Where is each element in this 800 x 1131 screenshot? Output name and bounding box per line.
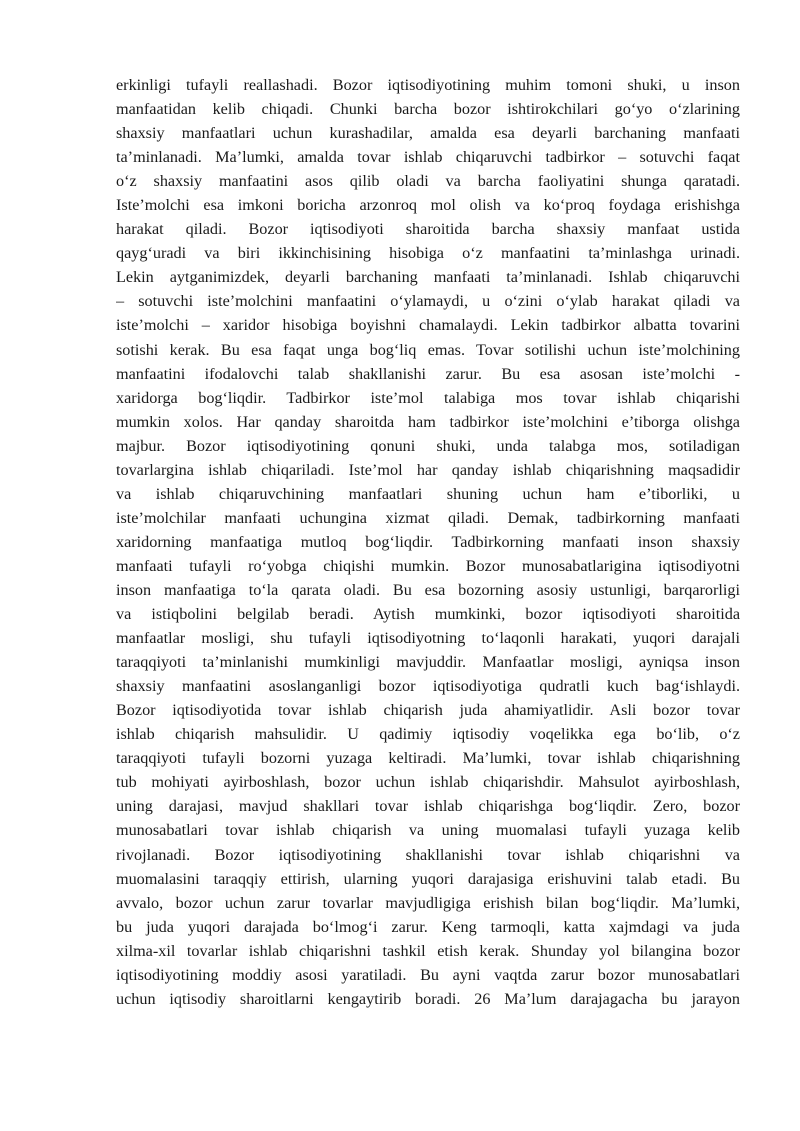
text-line: tovarlargina ishlab chiqariladi. Iste’mol har qanday ishlab chiqarishning maqsadidir	[116, 460, 740, 479]
text-line: uning darajasi, mavjud shakllari tovar ishlab chiqarishga bog‘liqdir. Zero, bozor	[116, 797, 740, 816]
text-line: erkinligi tufayli reallashadi. Bozor iqtisodiyotining muhim tomoni shuki, u inson	[116, 76, 740, 94]
text-line: iste’molchi – xaridor hisobiga boyishni chamalaydi. Lekin tadbirkor albatta tovarini	[116, 316, 740, 335]
text-line: taraqqiyoti ta’minlanishi mumkinligi mavjuddir. Manfaatlar mosligi, ayniqsa inson	[116, 653, 740, 672]
text-line: bu juda yuqori darajada bo‘lmog‘i zarur. Keng tarmoqli, katta xajmdagi va juda	[116, 917, 740, 936]
text-line: xaridorga bog‘liqdir. Tadbirkor iste’mol talabiga mos tovar ishlab chiqarishi	[116, 388, 740, 407]
text-line: mumkin xolos. Har qanday sharoitda ham tadbirkor iste’molchini e’tiborga olishga	[116, 412, 740, 431]
text-line: majbur. Bozor iqtisodiyotining qonuni shuki, unda talabga mos, sotiladigan	[116, 436, 740, 455]
text-line: xaridorning manfaatiga mutloq bog‘liqdir. Tadbirkorning manfaati inson shaxsiy	[116, 532, 740, 551]
text-line: uchun iqtisodiy sharoitlarni kengaytirib boradi. 26 Ma’lum darajagacha bu jarayon	[116, 989, 740, 1008]
text-line: Bozor iqtisodiyotida tovar ishlab chiqarish juda ahamiyatlidir. Asli bozor tovar	[116, 701, 740, 720]
text-line: va ishlab chiqaruvchining manfaatlari shuning uchun ham e’tiborliki, u	[116, 484, 740, 503]
text-line: iste’molchilar manfaati uchungina xizmat qiladi. Demak, tadbirkorning manfaati	[116, 508, 740, 527]
body-text	[116, 73, 740, 1011]
text-line: taraqqiyoti tufayli bozorni yuzaga keltiradi. Ma’lumki, tovar ishlab chiqarishning	[116, 749, 740, 768]
text-line: manfaatlar mosligi, shu tufayli iqtisodiyotning to‘laqonli harakati, yuqori darajali	[116, 629, 740, 648]
text-line: manfaatidan kelib chiqadi. Chunki barcha bozor ishtirokchilari go‘yo o‘zlarining	[116, 100, 740, 119]
text-line: – sotuvchi iste’molchini manfaatini o‘ylamaydi, u o‘zini o‘ylab harakat qiladi va	[116, 292, 740, 311]
text-line: shaxsiy manfaatlari uchun kurashadilar, amalda esa deyarli barchaning manfaati	[116, 124, 740, 143]
text-line: iqtisodiyotining moddiy asosi yaratiladi. Bu ayni vaqtda zarur bozor munosabatlari	[116, 965, 740, 984]
text-line: qayg‘uradi va biri ikkinchisining hisobiga o‘z manfaatini ta’minlashga urinadi.	[116, 244, 740, 263]
text-line: Lekin aytganimizdek, deyarli barchaning manfaati ta’minlanadi. Ishlab chiqaruvchi	[116, 268, 740, 287]
text-line: sotishi kerak. Bu esa faqat unga bog‘liq emas. Tovar sotilishi uchun iste’molchining	[116, 340, 740, 359]
text-line: shaxsiy manfaatini asoslanganligi bozor iqtisodiyotiga qudratli kuch bag‘ishlaydi.	[116, 677, 740, 696]
text-line: manfaatini ifodalovchi talab shakllanishi zarur. Bu esa asosan iste’molchi -	[116, 364, 740, 383]
text-line: va istiqbolini belgilab beradi. Aytish mumkinki, bozor iqtisodiyoti sharoitida	[116, 605, 740, 624]
text-line: harakat qiladi. Bozor iqtisodiyoti sharoitida barcha shaxsiy manfaat ustida	[116, 220, 740, 239]
text-line: Iste’molchi esa imkoni boricha arzonroq mol olish va ko‘proq foydaga erishishga	[116, 196, 740, 215]
text-line: xilma-xil tovarlar ishlab chiqarishni tashkil etish kerak. Shunday yol bilangina bozor	[116, 941, 740, 960]
text-line: avvalo, bozor uchun zarur tovarlar mavjudligiga erishish bilan bog‘liqdir. Ma’lumki,	[116, 893, 740, 912]
text-line: rivojlanadi. Bozor iqtisodiyotining shakllanishi tovar ishlab chiqarishni va	[116, 845, 740, 864]
text-line: muomalasini taraqqiy ettirish, ularning yuqori darajasiga erishuvini talab etadi. Bu	[116, 869, 740, 888]
text-line: munosabatlari tovar ishlab chiqarish va uning muomalasi tufayli yuzaga kelib	[116, 821, 740, 840]
text-line: inson manfaatiga to‘la qarata oladi. Bu esa bozorning asosiy ustunligi, barqarorligi	[116, 580, 740, 599]
text-line: tub mohiyati ayirboshlash, bozor uchun ishlab chiqarishdir. Mahsulot ayirboshlash,	[116, 773, 740, 792]
text-line: ishlab chiqarish mahsulidir. U qadimiy iqtisodiy voqelikka ega bo‘lib, o‘z	[116, 725, 740, 744]
text-line: manfaati tufayli ro‘yobga chiqishi mumkin. Bozor munosabatlarigina iqtisodiyotni	[116, 556, 740, 575]
text-line: o‘z shaxsiy manfaatini asos qilib oladi va barcha faoliyatini shunga qaratadi.	[116, 172, 740, 191]
text-line: ta’minlanadi. Ma’lumki, amalda tovar ishlab chiqaruvchi tadbirkor – sotuvchi faqat	[116, 148, 740, 167]
